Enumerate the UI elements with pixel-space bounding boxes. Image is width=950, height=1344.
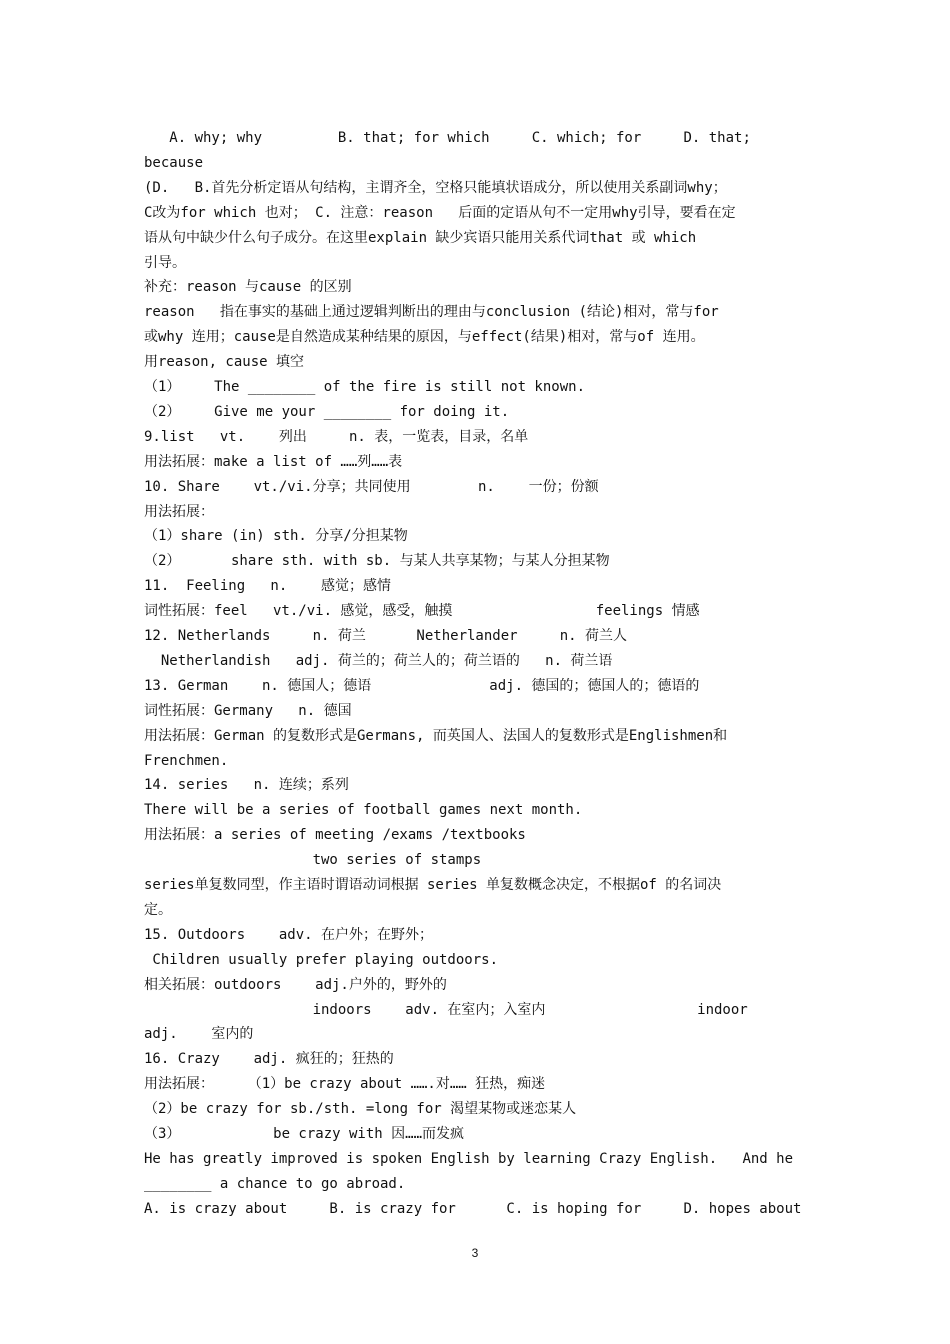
page-number: 3 bbox=[471, 1246, 479, 1260]
text-line: 14. series n. 连续；系列 bbox=[144, 777, 349, 794]
text-line: （3） be crazy with 因……而发疯 bbox=[144, 1126, 465, 1142]
text-line: 15. Outdoors adv. 在户外；在野外； bbox=[144, 926, 434, 943]
text-line: indoors adv. 在室内；入室内 indoor bbox=[144, 1001, 748, 1018]
text-line: Netherlandish adj. 荷兰的；荷兰人的；荷兰语的 n. 荷兰语 bbox=[144, 652, 613, 669]
text-line: 10. Share vt./vi.分享；共同使用 n. 一份；份额 bbox=[144, 478, 599, 495]
text-line: 用法拓展： （1）be crazy about …….对…… 狂热，痴迷 bbox=[144, 1076, 546, 1093]
text-line: （1） The ________ of the fire is still not known. bbox=[144, 379, 586, 395]
text-line: Children usually prefer playing outdoors. bbox=[144, 951, 499, 968]
text-line: 用reason, cause 填空 bbox=[144, 354, 305, 371]
text-line: 补充：reason 与cause 的区别 bbox=[144, 279, 352, 296]
text-line: two series of stamps bbox=[144, 852, 482, 869]
text-line: 词性拓展：feel vt./vi. 感觉，感受，触摸 feelings 情感 bbox=[144, 603, 700, 620]
text-line: ________ a chance to go abroad. bbox=[144, 1175, 406, 1192]
text-line: （2） share sth. with sb. 与某人共享某物；与某人分担某物 bbox=[144, 553, 610, 570]
text-line: Frenchmen. bbox=[144, 752, 229, 769]
text-line: There will be a series of football games next month. bbox=[144, 802, 583, 819]
text-line: 语从句中缺少什么句子成分。在这里explain 缺少宾语只能用关系代词that 或 which bbox=[144, 229, 697, 246]
text-line: He has greatly improved is spoken English by learning Crazy English. And he bbox=[144, 1150, 794, 1167]
text-line: adj. 室内的 bbox=[144, 1026, 254, 1043]
text-line: 16. Crazy adj. 疯狂的；狂热的 bbox=[144, 1051, 394, 1068]
text-line: 词性拓展：Germany n. 德国 bbox=[144, 702, 352, 719]
text-line: reason 指在事实的基础上通过逻辑判断出的理由与conclusion (结论)相对，常与for bbox=[144, 304, 719, 321]
text-line: C改为for which 也对； C. 注意：reason 后面的定语从句不一定用why引导，要看在定 bbox=[144, 204, 736, 221]
text-line: （1）share (in) sth. 分享/分担某物 bbox=[144, 528, 408, 545]
text-line: 定。 bbox=[144, 901, 172, 918]
text-line: 相关拓展：outdoors adj.户外的，野外的 bbox=[144, 976, 447, 993]
text-line: A. is crazy about B. is crazy for C. is hoping for D. hopes about bbox=[144, 1200, 802, 1217]
text-line: series单复数同型，作主语时谓语动词根据 series 单复数概念决定，不根据of 的名词决 bbox=[144, 877, 722, 893]
text-line: （2）be crazy for sb./sth. =long for 渴望某物或迷恋某人 bbox=[144, 1101, 577, 1118]
text-line: （2） Give me your ________ for doing it. bbox=[144, 403, 510, 420]
text-line: 引导。 bbox=[144, 254, 186, 271]
text-line: 用法拓展： bbox=[144, 503, 214, 520]
text-line: A. why; why B. that; for which C. which; for D. that; bbox=[144, 130, 751, 146]
text-line: (D. B.首先分析定语从句结构，主谓齐全，空格只能填状语成分，所以使用关系副词why； bbox=[144, 179, 727, 196]
text-line: 用法拓展：make a list of ……列……表 bbox=[144, 453, 403, 470]
text-line: 用法拓展：a series of meeting /exams /textbooks bbox=[144, 827, 526, 844]
text-line: 或why 连用；cause是自然造成某种结果的原因，与effect(结果)相对，常与of 连用。 bbox=[144, 329, 705, 346]
text-line: 12. Netherlands n. 荷兰 Netherlander n. 荷兰人 bbox=[144, 628, 628, 644]
text-line: because bbox=[144, 154, 204, 171]
text-line: 11. Feeling n. 感觉；感情 bbox=[144, 578, 392, 595]
text-line: 9.list vt. 列出 n. 表，一览表，目录，名单 bbox=[144, 428, 529, 445]
text-line: 用法拓展：German 的复数形式是Germans, 而英国人、法国人的复数形式是Englishmen和 bbox=[144, 727, 728, 744]
text-line: 13. German n. 德国人；德语 adj. 德国的；德国人的；德语的 bbox=[144, 677, 700, 694]
